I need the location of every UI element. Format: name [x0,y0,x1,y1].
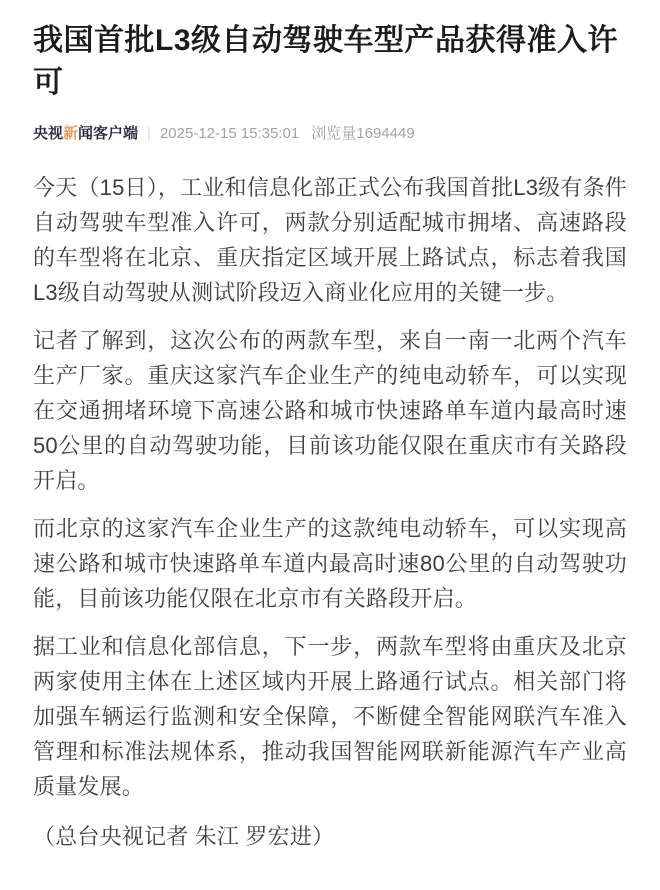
paragraph-4: 据工业和信息化部信息，下一步，两款车型将由重庆及北京两家使用主体在上述区域内开展上路通行试点。相关部门将加强车辆运行监测和安全保障，不断健全智能网联汽车准入管理和标准法规体系，推动我国智能网联新能源汽车产业高质量发展。 [33,634,627,799]
reporter-credit: （总台央视记者 朱江 罗宏进） [33,824,335,849]
view-count-label: 浏览量 [311,125,357,142]
article-body [33,170,627,854]
view-count-number: 1694449 [356,125,415,142]
source-name-prefix: 央视 [33,125,64,142]
source-name-suffix: 闻客户端 [78,125,139,142]
view-count [311,122,414,143]
source-name-highlight: 新 [63,125,79,142]
article-meta [33,122,627,143]
meta-separator: | [147,125,151,142]
paragraph-2: 记者了解到，这次公布的两款车型，来自一南一北两个汽车生产厂家。重庆这家汽车企业生产的纯电动轿车，可以实现在交通拥堵环境下高速公路和城市快速路单车道内最高时速50公里的自动驾驶功能，目前该功能仅限在重庆市有关路段开启。 [33,328,627,493]
paragraph-1: 今天（15日），工业和信息化部正式公布我国首批L3级有条件自动驾驶车型准入许可，两款分别适配城市拥堵、高速路段的车型将在北京、重庆指定区域开展上路试点，标志着我国L3级自动驾驶从测试阶段迈入商业化应用的关键一步。 [33,175,627,305]
paragraph-3: 而北京的这家汽车企业生产的这款纯电动轿车，可以实现高速公路和城市快速路单车道内最高时速80公里的自动驾驶功能，目前该功能仅限在北京市有关路段开启。 [33,516,627,611]
article-title: 我国首批L3级自动驾驶车型产品获得准入许可 [33,24,619,99]
publish-timestamp: 2025-12-15 15:35:01 [159,125,300,142]
source-name[interactable] [33,122,138,143]
